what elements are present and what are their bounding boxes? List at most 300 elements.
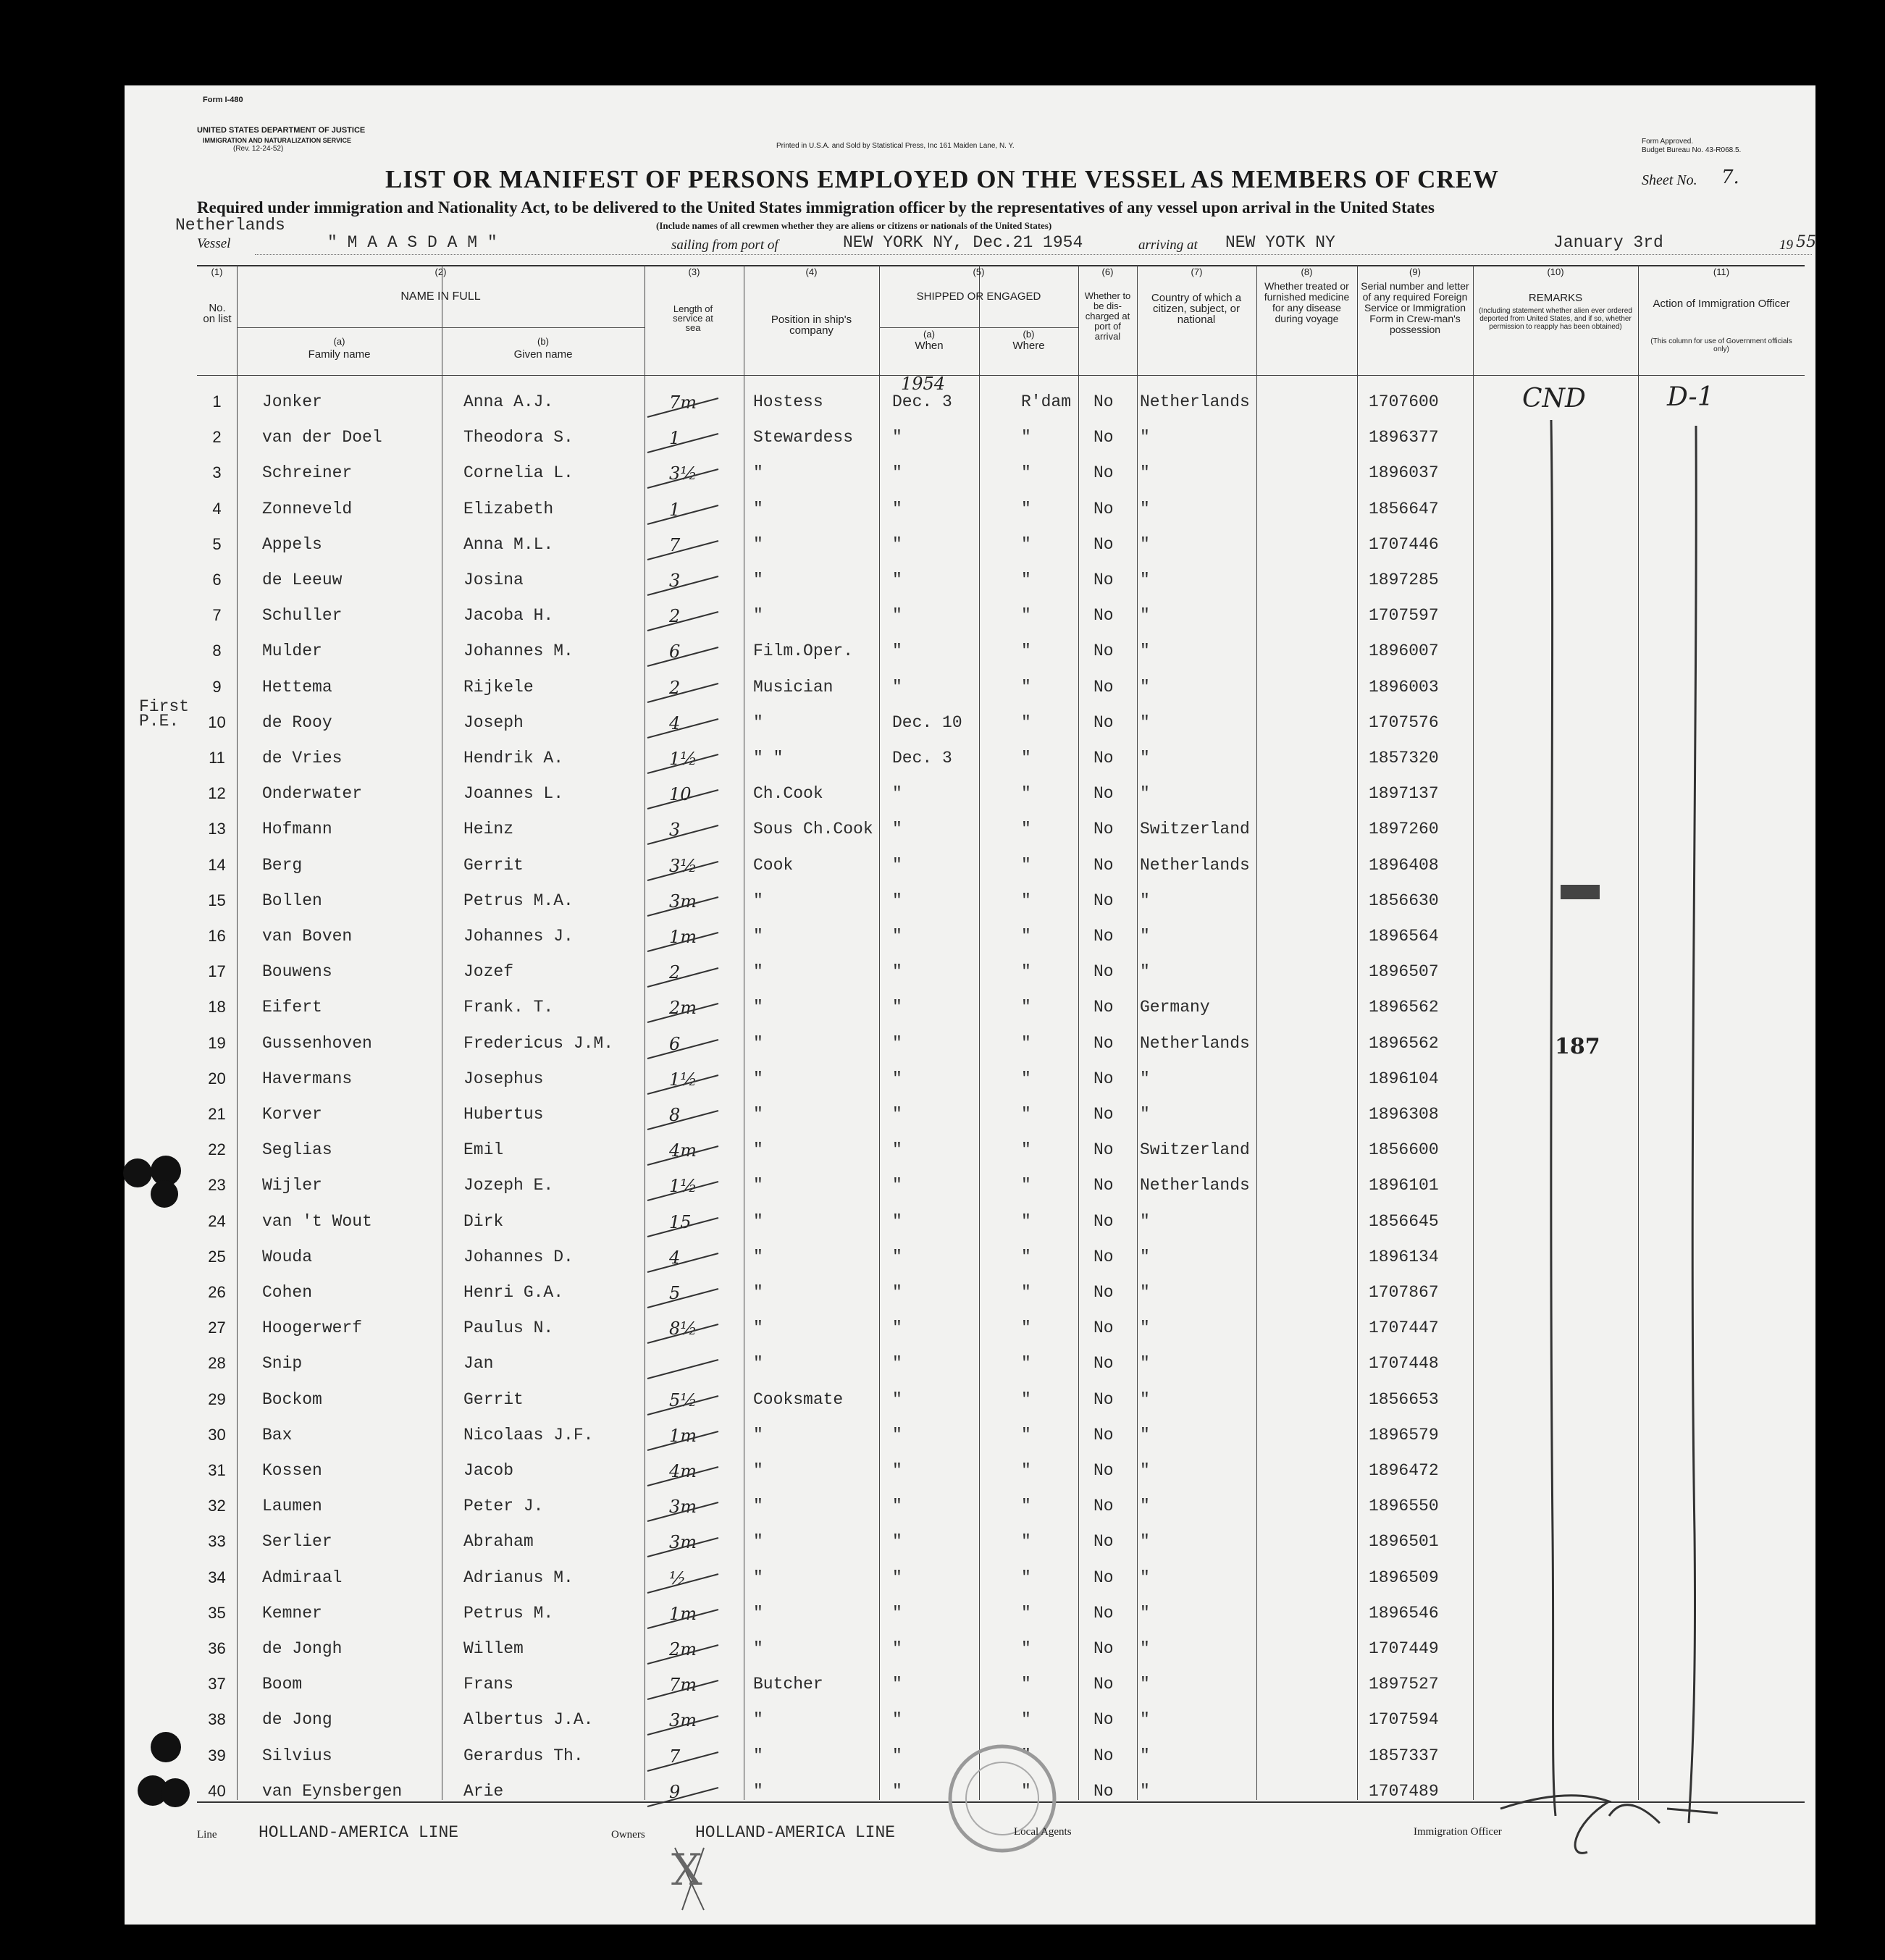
shipped-when: ": [892, 1105, 902, 1124]
ship-position: Hostess: [753, 392, 823, 411]
given-name: Dirk: [463, 1212, 504, 1231]
shipped-when: ": [892, 463, 902, 482]
family-name: Gussenhoven: [262, 1034, 372, 1053]
family-name: Hettema: [262, 678, 332, 697]
family-name: Seglias: [262, 1140, 332, 1159]
row-number: 31: [208, 1461, 226, 1479]
shipped-where: ": [1021, 749, 1031, 767]
arrival-year-prefix: 19: [1779, 237, 1793, 253]
row-number: 35: [208, 1604, 226, 1622]
row-number: 39: [208, 1746, 226, 1765]
remark-187: 187: [1555, 1034, 1600, 1059]
manifest-sheet: [125, 85, 1815, 1925]
family-name: Bollen: [262, 891, 322, 910]
given-name: Joannes L.: [463, 784, 564, 803]
discharged-flag: No: [1093, 1354, 1114, 1373]
ship-position: Film.Oper.: [753, 642, 854, 660]
citizenship-country: Germany: [1140, 998, 1210, 1017]
family-name: Jonker: [262, 392, 322, 411]
citizenship-country: ": [1140, 1675, 1150, 1694]
citizenship-country: ": [1140, 1390, 1150, 1409]
row-number: 26: [208, 1283, 226, 1301]
shipped-where: ": [1021, 1746, 1031, 1765]
shipped-when: ": [892, 428, 902, 447]
family-name: Silvius: [262, 1746, 332, 1765]
sailing-label: sailing from port of: [671, 237, 778, 253]
given-name: Heinz: [463, 820, 514, 838]
citizenship-country: Netherlands: [1140, 392, 1250, 411]
row-number: 9: [212, 678, 222, 696]
col7-header: Country of which a citizen, subject, or national: [1151, 292, 1242, 326]
shipped-where: ": [1021, 820, 1031, 838]
discharged-flag: No: [1093, 1568, 1114, 1587]
serial-number: 1897260: [1369, 820, 1439, 838]
given-name: Adrianus M.: [463, 1568, 574, 1587]
discharged-flag: No: [1093, 962, 1114, 981]
serial-number: 1896104: [1369, 1069, 1439, 1088]
given-name: Hubertus: [463, 1105, 544, 1124]
col8-number: (8): [1301, 266, 1313, 277]
ship-position: Stewardess: [753, 428, 854, 447]
citizenship-country: Switzerland: [1140, 820, 1250, 838]
ship-position: ": [753, 1105, 763, 1124]
family-name: Eifert: [262, 998, 322, 1017]
remark-cnd: CND: [1522, 384, 1586, 413]
discharged-flag: No: [1093, 891, 1114, 910]
family-name: Boom: [262, 1675, 303, 1694]
ship-position: ": [753, 713, 763, 732]
ship-position: ": [753, 1283, 763, 1302]
given-name: Cornelia L.: [463, 463, 574, 482]
serial-number: 1896308: [1369, 1105, 1439, 1124]
ship-position: ": [753, 1497, 763, 1515]
discharged-flag: No: [1093, 1176, 1114, 1195]
family-name: Korver: [262, 1105, 322, 1124]
serial-number: 1897527: [1369, 1675, 1439, 1694]
col6-header: Whether to be dis-charged at port of arrival: [1084, 290, 1131, 342]
given-name: Hendrik A.: [463, 749, 564, 767]
serial-number: 1896003: [1369, 678, 1439, 697]
discharged-flag: No: [1093, 463, 1114, 482]
discharged-flag: No: [1093, 1782, 1114, 1801]
shipped-when: ": [892, 1212, 902, 1231]
discharged-flag: No: [1093, 1390, 1114, 1409]
row-number: 38: [208, 1710, 226, 1728]
shipped-where: ": [1021, 1105, 1031, 1124]
family-name: Snip: [262, 1354, 303, 1373]
col6-number: (6): [1101, 266, 1114, 277]
ship-position: ": [753, 1639, 763, 1658]
ship-position: Musician: [753, 678, 834, 697]
shipped-when: ": [892, 678, 902, 697]
shipped-where: ": [1021, 998, 1031, 1017]
family-name: Schreiner: [262, 463, 353, 482]
family-name: Cohen: [262, 1283, 313, 1302]
ship-position: Ch.Cook: [753, 784, 823, 803]
col10-note: (Including statement whether alien ever ordered deported from United States, and if so, whether permission to reapply has been obtained): [1479, 307, 1632, 331]
serial-number: 1896562: [1369, 998, 1439, 1017]
side-note-first-pe: First P.E.: [139, 697, 190, 731]
service-length: 3m: [669, 1497, 697, 1517]
service-length: 1m: [669, 927, 697, 947]
serial-number: 1857337: [1369, 1746, 1439, 1765]
ship-position: ": [753, 1212, 763, 1231]
shipped-when: ": [892, 1176, 902, 1195]
row-number: 21: [208, 1105, 226, 1123]
citizenship-country: ": [1140, 428, 1150, 447]
service-length: 5½: [669, 1390, 697, 1410]
given-name: Jozef: [463, 962, 514, 981]
row-number: 15: [208, 891, 226, 909]
citizenship-country: Netherlands: [1140, 1176, 1250, 1195]
row-number: 32: [208, 1497, 226, 1515]
row-number: 25: [208, 1248, 226, 1266]
discharged-flag: No: [1093, 1283, 1114, 1302]
family-name: Bax: [262, 1426, 293, 1444]
shipped-where: ": [1021, 500, 1031, 518]
row-number: 18: [208, 998, 226, 1016]
citizenship-country: ": [1140, 678, 1150, 697]
row-number: 16: [208, 927, 226, 945]
serial-number: 1896550: [1369, 1497, 1439, 1515]
service-length: 1m: [669, 1426, 697, 1446]
service-length: 7: [669, 535, 681, 555]
citizenship-country: ": [1140, 463, 1150, 482]
col3-number: (3): [688, 266, 700, 277]
service-length: 3½: [669, 856, 697, 876]
sheet-number-label: Sheet No.: [1642, 172, 1697, 188]
shipped-when: ": [892, 1069, 902, 1088]
shipped-when: ": [892, 1248, 902, 1266]
row-number: 5: [212, 535, 222, 553]
col1-number: (1): [211, 266, 223, 277]
shipped-when: ": [892, 962, 902, 981]
serial-number: 1896377: [1369, 428, 1439, 447]
serial-number: 1896101: [1369, 1176, 1439, 1195]
ship-position: ": [753, 1461, 763, 1480]
row-number: 20: [208, 1069, 226, 1088]
col2b-letter: (b): [537, 336, 549, 347]
shipped-when: ": [892, 1604, 902, 1623]
shipped-where: ": [1021, 1532, 1031, 1551]
serial-number: 1896037: [1369, 463, 1439, 482]
given-name: Frank. T.: [463, 998, 554, 1017]
discharged-flag: No: [1093, 1675, 1114, 1694]
col4-header: Position in ship's company: [771, 314, 852, 337]
citizenship-country: ": [1140, 1497, 1150, 1515]
service-length: 1m: [669, 1604, 697, 1624]
discharged-flag: No: [1093, 856, 1114, 875]
shipped-when: ": [892, 1746, 902, 1765]
discharged-flag: No: [1093, 535, 1114, 554]
service-length: 10: [669, 784, 692, 804]
family-name: Kossen: [262, 1461, 322, 1480]
row-number: 11: [209, 749, 225, 767]
ship-position: Cook: [753, 856, 794, 875]
serial-number: 1856645: [1369, 1212, 1439, 1231]
discharged-flag: No: [1093, 428, 1114, 447]
serial-number: 1856600: [1369, 1140, 1439, 1159]
shipped-when: ": [892, 1782, 902, 1801]
family-name: Hoogerwerf: [262, 1318, 363, 1337]
service-length: 4m: [669, 1461, 697, 1481]
citizenship-country: ": [1140, 962, 1150, 981]
serial-number: 1856630: [1369, 891, 1439, 910]
col4-number: (4): [805, 266, 818, 277]
col5b-header: Where: [1012, 340, 1045, 352]
given-name: Jozeph E.: [463, 1176, 554, 1195]
citizenship-country: ": [1140, 1212, 1150, 1231]
ship-position: ": [753, 463, 763, 482]
shipped-where: ": [1021, 1639, 1031, 1658]
shipped-where: ": [1021, 1497, 1031, 1515]
family-name: Zonneveld: [262, 500, 353, 518]
ship-position: ": [753, 535, 763, 554]
given-name: Gerrit: [463, 1390, 524, 1409]
shipped-when: ": [892, 1675, 902, 1694]
sheet-number: 7.: [1721, 167, 1739, 188]
service-length: 6: [669, 1034, 681, 1054]
given-name: Emil: [463, 1140, 504, 1159]
ship-position: ": [753, 500, 763, 518]
row-number: 8: [212, 642, 222, 660]
service-length: ½: [669, 1568, 687, 1589]
shipped-where: ": [1021, 1140, 1031, 1159]
given-name: Nicolaas J.F.: [463, 1426, 594, 1444]
discharged-flag: No: [1093, 678, 1114, 697]
col2-header: NAME IN FULL: [400, 290, 481, 303]
dept-name: UNITED STATES DEPARTMENT OF JUSTICE: [197, 126, 366, 135]
row-number: 27: [208, 1318, 226, 1337]
citizenship-country: ": [1140, 891, 1150, 910]
family-name: de Rooy: [262, 713, 332, 732]
citizenship-country: ": [1140, 1532, 1150, 1551]
shipped-where: ": [1021, 1390, 1031, 1409]
service-length: 1½: [669, 1176, 697, 1196]
given-name: Rijkele: [463, 678, 534, 697]
given-name: Fredericus J.M.: [463, 1034, 614, 1053]
discharged-flag: No: [1093, 713, 1114, 732]
ship-position: ": [753, 927, 763, 946]
serial-number: 1707449: [1369, 1639, 1439, 1658]
given-name: Gerrit: [463, 856, 524, 875]
shipped-where: ": [1021, 463, 1031, 482]
row-number: 24: [208, 1212, 226, 1230]
serial-number: 1896579: [1369, 1426, 1439, 1444]
row-number: 3: [212, 463, 222, 481]
discharged-flag: No: [1093, 784, 1114, 803]
service-length: 7: [669, 1746, 681, 1767]
citizenship-country: ": [1140, 749, 1150, 767]
family-name: van der Doel: [262, 428, 382, 447]
service-name: IMMIGRATION AND NATURALIZATION SERVICE: [203, 137, 351, 144]
family-name: Appels: [262, 535, 322, 554]
discharged-flag: No: [1093, 1248, 1114, 1266]
service-length: 6: [669, 642, 681, 662]
shipped-when: ": [892, 1354, 902, 1373]
ship-position: ": [753, 1069, 763, 1088]
citizenship-country: Netherlands: [1140, 856, 1250, 875]
service-length: 2: [669, 606, 681, 626]
citizenship-country: ": [1140, 1604, 1150, 1623]
family-name: van Boven: [262, 927, 353, 946]
citizenship-country: ": [1140, 535, 1150, 554]
family-name: Mulder: [262, 642, 322, 660]
ship-position: ": [753, 962, 763, 981]
service-length: 9: [669, 1782, 681, 1802]
given-name: Peter J.: [463, 1497, 544, 1515]
family-name: Havermans: [262, 1069, 353, 1088]
col2a-header: Family name: [308, 348, 371, 361]
form-revision: (Rev. 12-24-52): [233, 145, 284, 153]
shipped-when: ": [892, 1710, 902, 1729]
ship-position: Cooksmate: [753, 1390, 844, 1409]
ship-position: ": [753, 1532, 763, 1551]
given-name: Anna M.L.: [463, 535, 554, 554]
shipped-when: ": [892, 1461, 902, 1480]
arrival-port: NEW YOTK NY: [1225, 233, 1335, 252]
punch-hole: [123, 1158, 152, 1187]
shipped-when: ": [892, 1568, 902, 1587]
serial-number: 1707600: [1369, 392, 1439, 411]
family-name: de Vries: [262, 749, 343, 767]
discharged-flag: No: [1093, 1710, 1114, 1729]
ship-position: ": [753, 1710, 763, 1729]
given-name: Albertus J.A.: [463, 1710, 594, 1729]
serial-number: 1857320: [1369, 749, 1439, 767]
shipped-when: ": [892, 1639, 902, 1658]
form-approved: Form Approved.: [1642, 138, 1694, 146]
serial-number: 1707448: [1369, 1354, 1439, 1373]
citizenship-country: ": [1140, 1248, 1150, 1266]
ship-position: ": [753, 1354, 763, 1373]
service-length: 1: [669, 428, 681, 448]
serial-number: 1896408: [1369, 856, 1439, 875]
service-length: 8½: [669, 1318, 697, 1339]
citizenship-country: ": [1140, 1069, 1150, 1088]
serial-number: 1896546: [1369, 1604, 1439, 1623]
shipped-where: ": [1021, 1461, 1031, 1480]
discharged-flag: No: [1093, 500, 1114, 518]
line-value: HOLLAND-AMERICA LINE: [259, 1823, 459, 1842]
col11-header: Action of Immigration Officer: [1653, 298, 1790, 310]
vessel-name: " M A A S D A M ": [327, 233, 498, 252]
given-name: Anna A.J.: [463, 392, 554, 411]
serial-number: 1896501: [1369, 1532, 1439, 1551]
immigration-officer-label: Immigration Officer: [1414, 1826, 1502, 1838]
shipped-where: ": [1021, 784, 1031, 803]
service-length: 1: [669, 500, 681, 520]
citizenship-country: ": [1140, 1105, 1150, 1124]
ship-position: Sous Ch.Cook: [753, 820, 873, 838]
shipped-where: ": [1021, 1675, 1031, 1694]
given-name: Elizabeth: [463, 500, 554, 518]
shipped-where: ": [1021, 1248, 1031, 1266]
row-number: 19: [208, 1034, 226, 1052]
shipped-when: ": [892, 500, 902, 518]
ship-position: Butcher: [753, 1675, 823, 1694]
serial-number: 1896134: [1369, 1248, 1439, 1266]
row-number: 6: [212, 571, 222, 589]
arriving-label: arriving at: [1138, 237, 1198, 253]
col1-header: No. on list: [203, 302, 232, 325]
shipped-when: ": [892, 642, 902, 660]
col9-number: (9): [1409, 266, 1421, 277]
discharged-flag: No: [1093, 927, 1114, 946]
row-number: 23: [208, 1176, 226, 1194]
shipped-where: ": [1021, 1283, 1031, 1302]
printer-note: Printed in U.S.A. and Sold by Statistical Press, Inc 161 Maiden Lane, N. Y.: [776, 142, 1015, 150]
col8-header: Whether treated or furnished medicine for any disease during voyage: [1264, 280, 1350, 324]
discharged-flag: No: [1093, 571, 1114, 589]
ship-position: ": [753, 1248, 763, 1266]
col2b-header: Given name: [513, 348, 573, 361]
shipped-when: ": [892, 1283, 902, 1302]
discharged-flag: No: [1093, 1746, 1114, 1765]
shipped-where: ": [1021, 891, 1031, 910]
requirement-text: Required under immigration and Nationality Act, to be delivered to the United States immigration officer by the representatives of any vessel upon arrival in the United States: [197, 198, 1435, 216]
arrival-date: January 3rd: [1553, 233, 1663, 252]
discharged-flag: No: [1093, 1212, 1114, 1231]
arrival-year: 55: [1796, 233, 1816, 251]
service-length: 15: [669, 1212, 692, 1232]
given-name: Johannes D.: [463, 1248, 574, 1266]
shipped-where: ": [1021, 1069, 1031, 1088]
col5-number: (5): [973, 266, 985, 277]
row-number: 1: [212, 392, 222, 411]
row-number: 40: [208, 1782, 226, 1800]
given-name: Petrus M.: [463, 1604, 554, 1623]
discharged-flag: No: [1093, 998, 1114, 1017]
citizenship-country: ": [1140, 1318, 1150, 1337]
serial-number: 1856647: [1369, 500, 1439, 518]
shipped-where: ": [1021, 428, 1031, 447]
punch-hole: [161, 1778, 190, 1807]
discharged-flag: No: [1093, 1318, 1114, 1337]
owners-label: Owners: [611, 1829, 645, 1841]
given-name: Arie: [463, 1782, 504, 1801]
given-name: Johannes M.: [463, 642, 574, 660]
family-name: Laumen: [262, 1497, 322, 1515]
discharged-flag: No: [1093, 1604, 1114, 1623]
family-name: Onderwater: [262, 784, 363, 803]
shipped-where: ": [1021, 1176, 1031, 1195]
ship-position: ": [753, 1568, 763, 1587]
shipped-where: ": [1021, 1212, 1031, 1231]
shipped-where: ": [1021, 1604, 1031, 1623]
citizenship-country: ": [1140, 606, 1150, 625]
shipped-where: ": [1021, 1426, 1031, 1444]
shipped-where: ": [1021, 1782, 1031, 1801]
col5-header: SHIPPED OR ENGAGED: [916, 290, 1041, 303]
serial-number: 1707597: [1369, 606, 1439, 625]
given-name: Abraham: [463, 1532, 534, 1551]
vessel-label: Vessel: [197, 236, 231, 251]
service-length: 5: [669, 1283, 681, 1303]
shipped-when: ": [892, 1034, 902, 1053]
col5b-letter: (b): [1023, 329, 1035, 340]
service-length: 2: [669, 962, 681, 983]
shipped-when: Dec. 3: [892, 392, 952, 411]
shipped-when: ": [892, 606, 902, 625]
citizenship-country: ": [1140, 1354, 1150, 1373]
service-length: 7m: [669, 1675, 697, 1695]
family-name: Kemner: [262, 1604, 322, 1623]
family-name: de Leeuw: [262, 571, 343, 589]
service-length: 3: [669, 820, 681, 840]
serial-number: 1707594: [1369, 1710, 1439, 1729]
ship-position: ": [753, 606, 763, 625]
